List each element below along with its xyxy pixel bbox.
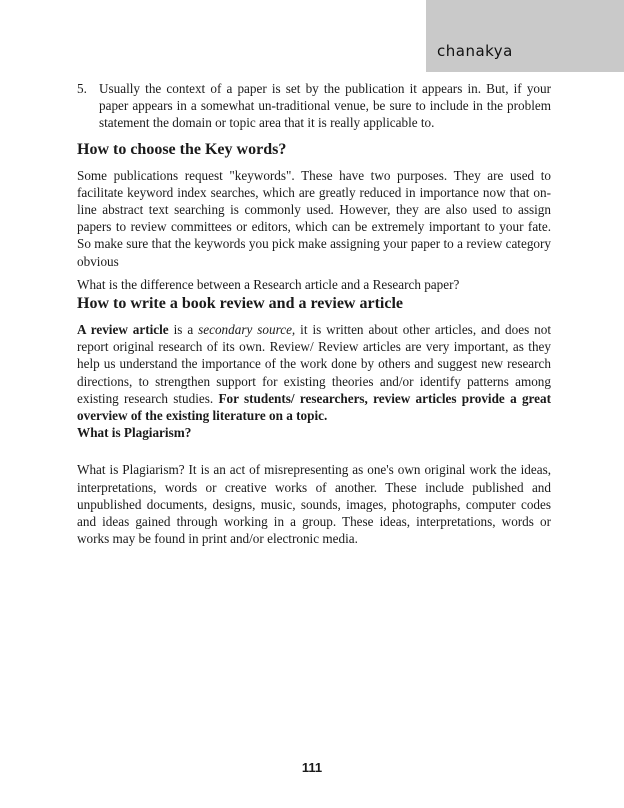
page-content [77, 80, 551, 553]
header-tab [426, 0, 624, 72]
list-item [77, 80, 551, 132]
review-lead: A review article [77, 322, 169, 338]
plagiarism-paragraph: What is Plagiarism? It is an act of misrepresenting as one's own original work the ideas, interpretations, words or creative works of another. These include published and unpublished documents, designs, music, sounds, images, photographs, computer codes and ideas gained through working in a group. These ideas, interpretations, words or works may be found in print and/or electronic media. [77, 462, 551, 547]
research-question: What is the difference between a Research article and a Research paper? [77, 276, 460, 292]
review-body: it is written about other articles, and does not report original research of its own. Review/ Review articles are very important, as they help us understand the importance of the work done by others and suggest new research directions, to strengthen support for existing theories and/or identify patterns among existing research studies. [77, 322, 551, 406]
plagiarism-heading: What is Plagiarism? [77, 425, 192, 441]
review-bold-tail: For students/ researchers, review articles provide a great overview of the existing literature on a topic. [77, 390, 551, 424]
brand-logo-text: chanakya [437, 42, 513, 60]
list-item-number: 5. [77, 81, 87, 96]
review-italic-term: secondary source, [198, 322, 296, 338]
review-heading: How to write a book review and a review article [77, 295, 404, 313]
page-number: 111 [301, 760, 323, 775]
review-paragraph [77, 321, 551, 424]
review-is-a: is a [168, 322, 199, 338]
keywords-heading: How to choose the Key words? [77, 140, 287, 158]
keywords-paragraph: Some publications request "keywords". These have two purposes. They are used to facilitate keyword index searches, which are greatly reduced in importance now that on-line abstract text searching is commonly used. However, they are also used to assign papers to review committees or editors, which can be extremely important to your fate. So make sure that the keywords you pick make assigning your paper to a review category obvious [77, 167, 551, 269]
list-item-text: Usually the context of a paper is set by the publication it appears in. But, if your paper appears in a somewhat un-traditional venue, be sure to include in the problem statement the domain or topic area that it is really applicable to. [99, 81, 551, 131]
